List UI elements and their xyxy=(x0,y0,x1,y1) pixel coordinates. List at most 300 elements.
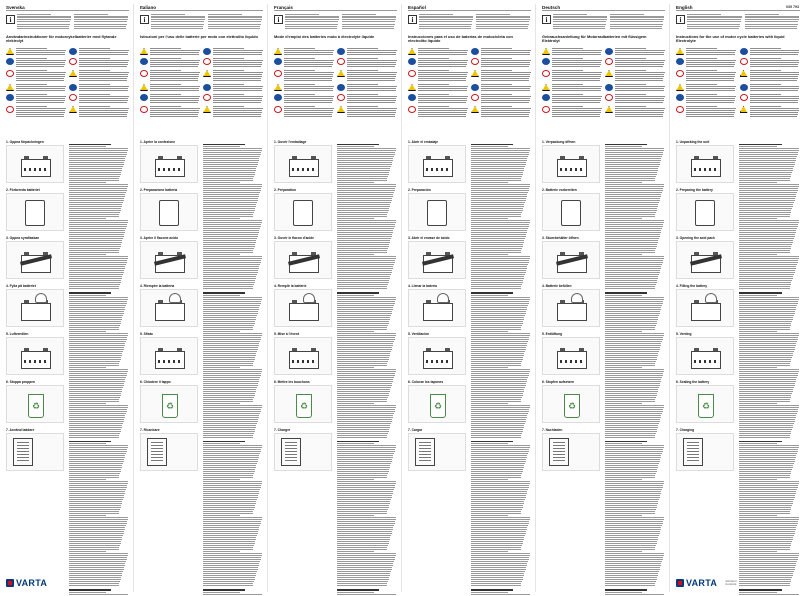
step-figures xyxy=(676,140,736,596)
text-line xyxy=(337,537,390,538)
text-line xyxy=(605,188,663,189)
text-block xyxy=(69,218,129,253)
text-line xyxy=(69,359,121,360)
text-line xyxy=(739,377,797,378)
step-label: 3. Opening the acid pack xyxy=(676,236,715,240)
text-line xyxy=(69,427,122,428)
text-line xyxy=(203,555,262,556)
text-line xyxy=(739,477,790,478)
text-line xyxy=(471,208,523,209)
text-line xyxy=(552,116,600,117)
text-line xyxy=(471,575,524,576)
text-line xyxy=(203,493,259,494)
text-line xyxy=(605,196,661,197)
text-line xyxy=(74,24,127,25)
text-line xyxy=(74,19,128,20)
text-line xyxy=(203,242,256,243)
step-label: 3. Aprire il flacone acido xyxy=(140,236,178,240)
text-line xyxy=(739,214,790,215)
text-line xyxy=(471,311,526,312)
text-line xyxy=(739,473,791,474)
text-line xyxy=(203,537,256,538)
text-line xyxy=(337,232,393,233)
text-line xyxy=(615,72,665,73)
text-line xyxy=(337,531,392,532)
text-block xyxy=(69,331,129,366)
text-line xyxy=(471,154,529,155)
text-line xyxy=(337,353,390,354)
text-block xyxy=(739,331,800,366)
text-line xyxy=(203,405,262,406)
text-block xyxy=(151,13,206,33)
text-block xyxy=(69,295,129,330)
text-line xyxy=(203,543,255,544)
text-line xyxy=(471,379,527,380)
warning-item xyxy=(676,84,737,91)
text-block xyxy=(605,295,665,330)
text-line xyxy=(337,284,388,285)
text-line xyxy=(471,282,523,283)
warning-icon xyxy=(337,58,345,65)
text-line xyxy=(605,579,657,580)
text-line xyxy=(203,222,262,223)
text-line xyxy=(471,471,523,472)
text-block xyxy=(750,70,801,81)
text-line xyxy=(337,200,392,201)
text-line xyxy=(605,399,655,400)
text-line xyxy=(337,581,388,582)
text-line xyxy=(69,399,119,400)
text-line xyxy=(605,529,661,530)
text-line xyxy=(150,64,199,65)
text-line xyxy=(605,216,655,217)
text-line xyxy=(337,258,396,259)
text-line xyxy=(203,305,260,306)
text-line xyxy=(347,80,395,81)
text-line xyxy=(739,282,791,283)
text-line xyxy=(739,232,796,233)
text-line xyxy=(605,433,656,434)
text-block xyxy=(615,58,665,67)
text-line xyxy=(284,100,333,101)
text-line xyxy=(69,162,124,163)
step xyxy=(6,140,66,183)
warning-icon xyxy=(203,58,211,65)
text-line xyxy=(213,80,261,81)
text-line xyxy=(203,553,262,554)
text-line xyxy=(615,86,665,87)
text-line xyxy=(471,246,523,247)
text-line xyxy=(615,112,664,113)
text-line xyxy=(284,114,332,115)
step xyxy=(676,284,736,327)
text-line xyxy=(69,266,125,267)
text-line xyxy=(739,280,792,281)
text-line xyxy=(203,270,258,271)
text-line xyxy=(481,100,530,101)
text-line xyxy=(471,407,530,408)
text-line xyxy=(739,429,792,430)
text-line xyxy=(471,238,525,239)
text-line xyxy=(337,196,393,197)
text-line xyxy=(69,423,123,424)
text-line xyxy=(605,371,664,372)
text-line xyxy=(739,166,794,167)
text-line xyxy=(337,481,396,482)
warning-item xyxy=(203,70,263,81)
text-line xyxy=(750,96,800,97)
text-line xyxy=(471,224,529,225)
text-block xyxy=(615,84,665,91)
text-line xyxy=(750,60,800,61)
text-line xyxy=(347,116,395,117)
text-line xyxy=(739,357,792,358)
text-line xyxy=(203,164,258,165)
text-line xyxy=(337,431,389,432)
text-line xyxy=(552,60,602,61)
text-line xyxy=(203,561,260,562)
step xyxy=(274,428,334,471)
warning-item xyxy=(203,94,263,103)
text-line xyxy=(337,301,395,302)
text-line xyxy=(552,96,602,97)
text-line xyxy=(471,513,521,514)
text-line xyxy=(69,491,125,492)
text-line xyxy=(203,357,255,358)
step-illustration xyxy=(140,385,198,423)
text-line xyxy=(418,88,467,89)
text-line xyxy=(471,525,528,526)
text-line xyxy=(739,527,796,528)
text-line xyxy=(605,264,662,265)
text-line xyxy=(69,353,122,354)
warning-icon xyxy=(337,94,345,101)
warning-icon xyxy=(274,48,282,55)
text-line xyxy=(16,108,66,109)
text-line xyxy=(69,395,121,396)
text-line xyxy=(552,88,601,89)
text-line xyxy=(605,389,658,390)
warning-item xyxy=(471,84,531,91)
text-line xyxy=(605,154,663,155)
text-line xyxy=(203,489,260,490)
text-line xyxy=(615,50,665,51)
warning-item xyxy=(605,58,665,67)
text-line xyxy=(471,543,523,544)
text-line xyxy=(471,242,524,243)
text-line xyxy=(203,236,258,237)
text-line xyxy=(79,70,110,71)
filler-holes xyxy=(560,168,584,171)
text-line xyxy=(203,218,240,219)
text-line xyxy=(69,407,128,408)
text-line xyxy=(69,583,119,584)
text-line xyxy=(605,497,660,498)
text-line xyxy=(605,258,664,259)
text-line xyxy=(739,174,791,175)
text-line xyxy=(745,28,797,29)
text-line xyxy=(150,74,199,75)
text-line xyxy=(552,108,602,109)
text-line xyxy=(337,206,390,207)
text-line xyxy=(471,383,526,384)
text-line xyxy=(69,174,121,175)
warning-item xyxy=(676,94,737,103)
text-block xyxy=(69,182,129,217)
text-line xyxy=(471,535,525,536)
text-line xyxy=(615,90,664,91)
warning-item xyxy=(471,70,531,81)
text-line xyxy=(150,84,181,85)
text-line xyxy=(471,533,526,534)
text-line xyxy=(337,549,387,550)
text-line xyxy=(69,469,121,470)
text-line xyxy=(739,469,792,470)
text-line xyxy=(285,26,337,27)
text-line xyxy=(150,48,181,49)
text-line xyxy=(69,481,128,482)
text-line xyxy=(337,557,395,558)
text-line xyxy=(687,24,740,25)
text-block xyxy=(739,254,800,289)
text-line xyxy=(17,28,69,29)
text-line xyxy=(69,483,128,484)
warning-column xyxy=(69,48,129,136)
text-line xyxy=(687,14,721,15)
text-line xyxy=(739,184,799,185)
text-line xyxy=(203,278,256,279)
text-line xyxy=(69,349,124,350)
text-line xyxy=(739,351,794,352)
text-line xyxy=(208,14,242,15)
text-line xyxy=(471,457,527,458)
text-line xyxy=(605,565,661,566)
text-line xyxy=(481,70,512,71)
text-block xyxy=(16,70,66,81)
step-label: 4. Remplir la batterie xyxy=(274,284,307,288)
step-text-column xyxy=(605,140,665,596)
text-line xyxy=(552,48,583,49)
step-label: 5. Mise à l'évent xyxy=(274,332,299,336)
text-block xyxy=(203,182,263,217)
warning-icon xyxy=(274,94,282,101)
text-line xyxy=(739,403,777,404)
terminal xyxy=(445,348,450,351)
text-line xyxy=(471,467,524,468)
text-line xyxy=(418,94,449,95)
text-line xyxy=(285,24,338,25)
text-line xyxy=(739,180,790,181)
text-line xyxy=(605,299,664,300)
text-line xyxy=(605,260,663,261)
warning-item xyxy=(337,58,397,67)
text-line xyxy=(203,264,260,265)
text-line xyxy=(69,495,124,496)
text-line xyxy=(605,186,664,187)
text-line xyxy=(471,325,522,326)
text-line xyxy=(605,369,664,370)
text-line xyxy=(739,274,794,275)
text-line xyxy=(481,114,529,115)
text-block xyxy=(418,48,468,55)
text-line xyxy=(342,28,394,29)
text-line xyxy=(69,573,122,574)
text-heading xyxy=(203,589,245,590)
text-line xyxy=(69,196,125,197)
text-line xyxy=(605,563,661,564)
panel-title: Mode d'emploi des batteries moto à électrolyte liquide xyxy=(274,35,375,39)
text-line xyxy=(739,321,792,322)
text-line xyxy=(69,505,121,506)
text-line xyxy=(69,387,123,388)
step-illustration xyxy=(408,193,466,231)
warning-column xyxy=(274,48,334,136)
text-line xyxy=(337,371,396,372)
text-line xyxy=(337,547,387,548)
text-line xyxy=(739,373,798,374)
text-line xyxy=(203,431,255,432)
text-line xyxy=(69,184,128,185)
text-line xyxy=(686,96,736,97)
text-line xyxy=(69,164,124,165)
text-line xyxy=(610,14,644,15)
text-line xyxy=(615,84,646,85)
text-line xyxy=(739,389,793,390)
text-line xyxy=(418,54,467,55)
text-line xyxy=(739,252,790,253)
text-line xyxy=(739,264,797,265)
text-line xyxy=(739,529,796,530)
text-line xyxy=(203,186,262,187)
text-block xyxy=(150,48,200,55)
text-line xyxy=(203,503,256,504)
text-line xyxy=(150,66,198,67)
text-line xyxy=(471,194,527,195)
text-line xyxy=(74,21,127,22)
text-line xyxy=(203,433,254,434)
text-line xyxy=(471,200,526,201)
text-line xyxy=(213,58,244,59)
hand-drawing xyxy=(169,293,181,303)
text-block xyxy=(337,254,397,289)
text-line xyxy=(69,449,127,450)
step-label: 2. Préparation xyxy=(274,188,296,192)
warning-icon xyxy=(471,48,479,55)
text-line xyxy=(337,411,395,412)
text-line xyxy=(69,341,126,342)
text-line xyxy=(69,315,123,316)
warning-icon xyxy=(274,70,282,77)
steps-area xyxy=(274,140,397,596)
text-line xyxy=(337,485,395,486)
text-line xyxy=(203,391,256,392)
text-line xyxy=(208,21,261,22)
text-line xyxy=(69,286,119,287)
text-line xyxy=(69,561,126,562)
text-line xyxy=(739,216,790,217)
text-line xyxy=(203,511,253,512)
text-line xyxy=(69,585,119,586)
panel-header xyxy=(676,13,800,33)
text-line xyxy=(337,178,387,179)
text-block xyxy=(739,218,800,253)
text-line xyxy=(481,64,530,65)
text-line xyxy=(337,571,391,572)
text-line xyxy=(739,533,795,534)
text-line xyxy=(203,523,261,524)
warning-icon xyxy=(69,94,77,101)
text-line xyxy=(203,567,258,568)
text-heading xyxy=(337,292,379,293)
step-text-column xyxy=(739,140,800,596)
text-line xyxy=(337,311,392,312)
text-line xyxy=(739,594,799,595)
warning-icon xyxy=(203,84,211,91)
text-line xyxy=(69,471,121,472)
text-line xyxy=(16,88,65,89)
text-line xyxy=(203,266,259,267)
text-line xyxy=(481,60,531,61)
text-line xyxy=(203,341,260,342)
text-line xyxy=(686,114,734,115)
text-line xyxy=(605,309,661,310)
text-line xyxy=(337,563,393,564)
text-line xyxy=(605,461,660,462)
text-line xyxy=(203,383,258,384)
text-line xyxy=(203,581,254,582)
text-line xyxy=(605,288,655,289)
text-line xyxy=(605,453,662,454)
text-block xyxy=(213,48,263,55)
text-line xyxy=(347,58,378,59)
text-line xyxy=(605,329,655,330)
text-line xyxy=(739,305,797,306)
text-line xyxy=(208,19,262,20)
text-line xyxy=(203,307,259,308)
text-line xyxy=(471,272,526,273)
text-line xyxy=(739,258,799,259)
text-line xyxy=(605,284,656,285)
text-block xyxy=(471,218,531,253)
text-line xyxy=(605,236,660,237)
text-line xyxy=(605,594,664,595)
text-line xyxy=(552,98,601,99)
text-line xyxy=(471,268,527,269)
text-line xyxy=(605,363,655,364)
text-line xyxy=(69,567,124,568)
step-illustration xyxy=(542,385,600,423)
text-line xyxy=(69,397,120,398)
text-line xyxy=(481,86,531,87)
text-block xyxy=(605,592,665,596)
text-line xyxy=(69,206,122,207)
text-line xyxy=(203,415,259,416)
text-block xyxy=(481,48,531,55)
text-line xyxy=(69,415,125,416)
filler-holes xyxy=(158,168,182,171)
text-line xyxy=(347,102,395,103)
text-line xyxy=(337,367,374,368)
text-block xyxy=(471,515,531,550)
warning-icon xyxy=(337,48,345,55)
text-block xyxy=(605,331,665,366)
text-line xyxy=(69,577,121,578)
text-line xyxy=(739,517,799,518)
text-line xyxy=(739,190,798,191)
text-line xyxy=(337,248,388,249)
text-line xyxy=(471,254,508,255)
text-line xyxy=(337,164,392,165)
